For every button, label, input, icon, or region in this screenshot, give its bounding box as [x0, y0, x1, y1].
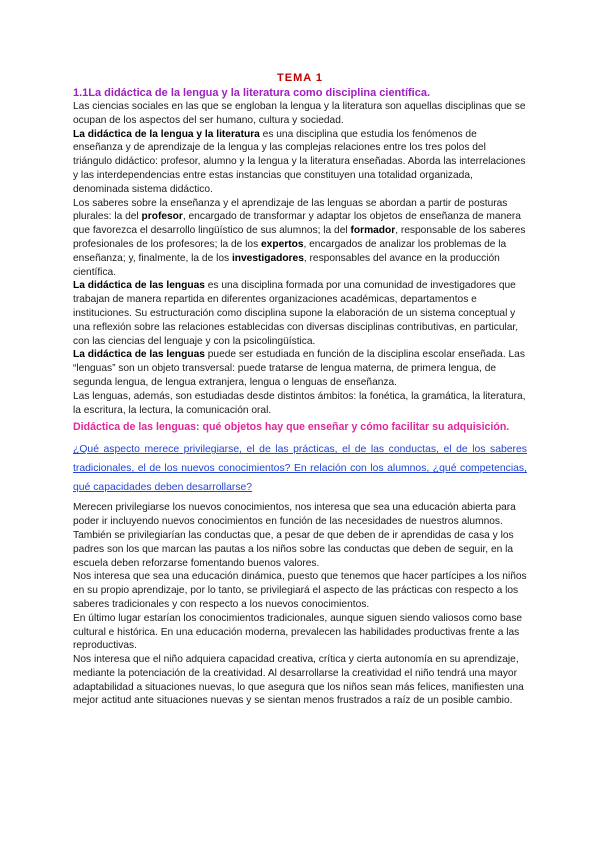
bold-term: investigadores — [231, 252, 304, 264]
paragraph-text: Las ciencias sociales en las que se engloban la lengua y la literatura son aquellas disciplinas que se ocupan de los aspectos del ser humano, cultura y sociedad. — [73, 101, 526, 126]
bold-term: La didáctica de las lenguas — [73, 349, 205, 361]
section-title: 1.1La didáctica de la lengua y la literatura como disciplina científica. — [73, 87, 431, 99]
bold-term: formador — [350, 225, 396, 237]
paragraph-definition — [73, 128, 527, 197]
paragraph-text: Nos interesa que el niño adquiera capacidad creativa, crítica y cierta autonomía en su aprendizaje, mediante la potenciación de la creatividad. Al desarrollarse la creatividad el niño tendrá una mayor adaptabilidad a situaciones nuevas, lo que asegura que los niños sean más felices, manifiesten una mejor actitud ante situaciones nuevas y se sientan menos frustrados a raíz de un posible cambio. — [73, 654, 524, 707]
paragraph-text: Los saberes sobre la enseñanza y el aprendizaje de las lenguas se abordan a partir de posturas plurales: la del — [73, 197, 508, 223]
paragraph-text: , encargado de transformar y adaptar los objetos de enseñanza de manera que favorezca el desarrollo lingüístico de sus alumnos; la del — [73, 211, 521, 237]
paragraph-answer-5 — [73, 653, 527, 708]
paragraph-text: También se privilegiarían las conductas que, a pesar de que deben de ir aprendidas de casa y los padres son los que marcan las pautas a los niños sobre las conductas que deben de seguir, en la escuela deben reforzarse fomentando buenos valores. — [73, 529, 514, 569]
paragraph-text: , encargados de analizar los problemas de la enseñanza; y, finalmente, la de los — [73, 238, 507, 264]
bold-term: La didáctica de las lenguas — [73, 280, 205, 292]
paragraph-answer-4 — [73, 612, 527, 653]
paragraph-postures — [73, 197, 527, 280]
question-link[interactable]: ¿Qué aspecto merece privilegiarse, el de las prácticas, el de las conductas, el de los saberes tradicionales, el de los nuevos conocimientos? En relación con los alumnos, ¿qué competencias, qué capacidades deben desarrollarse? — [73, 444, 527, 494]
paragraph-text: , responsable de los saberes profesionales de los profesores; la de los — [73, 225, 526, 250]
paragraph-text: es una disciplina formada por una comunidad de investigadores que trabajan de manera repartida en diferentes organizaciones académicas, departamentos e instituciones. Su estructuración como disciplina supone la elaboración de un sistema conceptual y una reflexión sobre las relaciones establecidas con diversas disciplinas contributivas, en particular, con las ciencias del lenguaje y con la psicolingüística. — [73, 280, 519, 347]
paragraph-text: Nos interesa que sea una educación dinámica, puesto que tenemos que hacer partícipes a los niños en su propio aprendizaje, por lo tanto, se privilegiará el aspecto de las prácticas con respecto a los saberes tradicionales y con respecto a los nuevos conocimientos. — [73, 571, 527, 610]
bold-term: expertos — [261, 238, 304, 250]
paragraph-text: Las lenguas, además, son estudiadas desde distintos ámbitos: la fonética, la gramática, la literatura, la escritura, la lectura, la comunicación oral. — [73, 390, 526, 416]
subsection-title: Didáctica de las lenguas: qué objetos hay que enseñar y cómo facilitar su adquisición. — [73, 421, 510, 434]
page-heading: TEMA 1 — [277, 72, 323, 84]
paragraph-answer-1 — [73, 501, 527, 529]
paragraph-fields — [73, 390, 527, 418]
paragraph-text: puede ser estudiada en función de la disciplina escolar enseñada. Las “lenguas” son un objeto transversal: puede tratarse de lengua materna, de primera lengua, de segunda lengua, de lengua extranjera, lengua o lenguas de enseñanza. — [73, 349, 525, 388]
bold-term: La didáctica de la lengua y la literatura — [73, 128, 260, 140]
paragraph-text: es una disciplina que estudia los fenómenos de enseñanza y de aprendizaje de la lengua y las complejas relaciones entre los tres polos del triángulo didáctico: profesor, alumno y la lengua y la literatura enseñadas. Aborda las interrelaciones y las interdependencias entre estas instancias que constituyen una totalidad organizada, denominada sistema didáctico. — [73, 128, 526, 195]
paragraph-text: Merecen privilegiarse los nuevos conocimientos, nos interesa que sea una educación abierta para poder ir incluyendo nuevos conocimientos en función de las necesidades de nuestros alumnos. — [73, 502, 516, 528]
paragraph-transversal — [73, 348, 527, 389]
paragraph-answer-2 — [73, 529, 527, 570]
paragraph-text: En último lugar estarían los conocimientos tradicionales, aunque siguen siendo valiosos como base cultural e histórica. En una educación moderna, prevalecen las habilidades productivas frente a las reproductivas. — [73, 612, 523, 652]
paragraph-community — [73, 279, 527, 348]
paragraph-text: , responsables del avance en la producción científica. — [73, 252, 500, 278]
paragraph-intro — [73, 100, 527, 128]
bold-term: profesor — [141, 211, 183, 223]
paragraph-answer-3 — [73, 570, 527, 611]
